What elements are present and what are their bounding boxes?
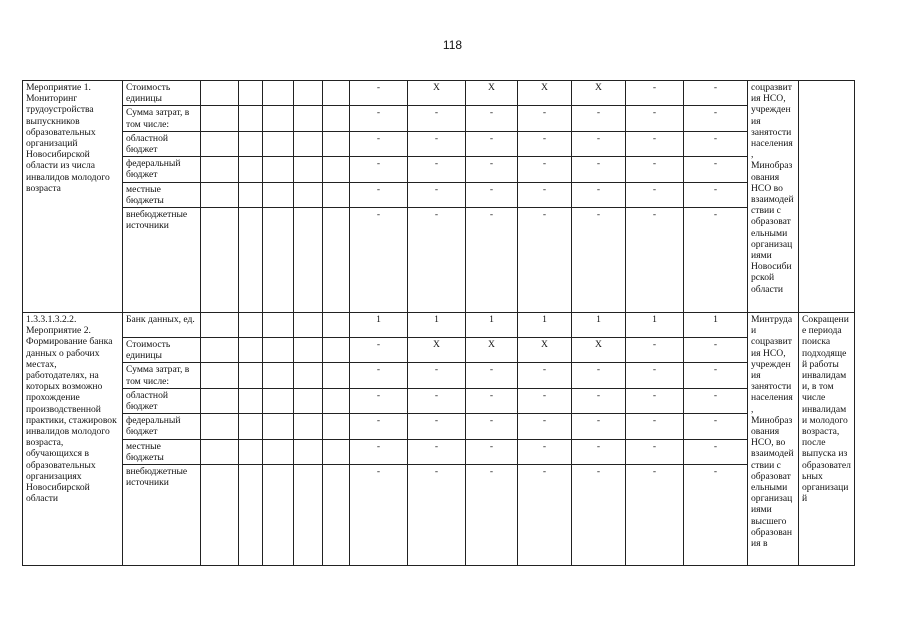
table-row	[23, 388, 855, 413]
value-cell: -	[350, 414, 408, 439]
row-label: внебюджетные источники	[123, 208, 201, 313]
value-cell: -	[518, 182, 572, 207]
value-cell: -	[684, 338, 748, 363]
row-label: местные бюджеты	[123, 439, 201, 464]
table-row	[23, 313, 855, 338]
value-cell: -	[466, 388, 518, 413]
value-cell: 1	[518, 313, 572, 338]
value-cell: -	[684, 388, 748, 413]
block2-executors: Минтруда и соцразвития НСО, учреждения занятости населения, Минобразования НСО, во взаимодействии с образовательными организациями высшего образования в	[748, 313, 799, 566]
value-cell: -	[408, 131, 466, 156]
value-cell: -	[684, 363, 748, 388]
value-cell: 1	[350, 313, 408, 338]
page-number: 118	[442, 38, 463, 52]
value-cell: -	[466, 208, 518, 313]
block1-title: Мероприятие 1. Мониторинг трудоустройства выпускников образовательных организаций Новосибирской области из числа инвалидов молодого возраста	[23, 81, 123, 313]
table-row	[23, 182, 855, 207]
value-cell: X	[518, 81, 572, 106]
value-cell: -	[684, 414, 748, 439]
value-cell: -	[684, 81, 748, 106]
value-cell: 1	[466, 313, 518, 338]
table-row	[23, 81, 855, 106]
value-cell: -	[684, 465, 748, 566]
table-row	[23, 106, 855, 131]
value-cell: -	[466, 439, 518, 464]
value-cell: -	[684, 106, 748, 131]
value-cell: -	[572, 157, 626, 182]
row-label: Стоимость единицы	[123, 81, 201, 106]
row-label: Сумма затрат, в том числе:	[123, 363, 201, 388]
program-table	[22, 80, 855, 566]
row-label: внебюджетные источники	[123, 465, 201, 566]
row-label: федеральный бюджет	[123, 157, 201, 182]
value-cell: X	[518, 338, 572, 363]
value-cell: -	[626, 182, 684, 207]
value-cell: -	[684, 131, 748, 156]
value-cell: X	[466, 81, 518, 106]
row-label: Стоимость единицы	[123, 338, 201, 363]
value-cell: -	[350, 106, 408, 131]
value-cell: -	[408, 363, 466, 388]
value-cell: -	[408, 157, 466, 182]
value-cell: -	[408, 414, 466, 439]
value-cell: 1	[408, 313, 466, 338]
value-cell: -	[350, 363, 408, 388]
value-cell: -	[626, 414, 684, 439]
value-cell: 1	[684, 313, 748, 338]
value-cell: -	[684, 208, 748, 313]
value-cell: -	[518, 106, 572, 131]
value-cell: -	[408, 106, 466, 131]
value-cell: -	[408, 208, 466, 313]
value-cell: -	[572, 439, 626, 464]
value-cell: -	[408, 388, 466, 413]
value-cell: -	[518, 465, 572, 566]
value-cell: -	[518, 414, 572, 439]
value-cell: -	[350, 338, 408, 363]
table-row	[23, 439, 855, 464]
table-row	[23, 131, 855, 156]
table-row	[23, 157, 855, 182]
value-cell: -	[684, 439, 748, 464]
value-cell: -	[518, 388, 572, 413]
block2-result: Сокращение периода поиска подходящей работы инвалидами, в том числе инвалидами молодого возраста, после выпуска из образовательных организаций	[799, 313, 855, 566]
value-cell: -	[684, 157, 748, 182]
block1-executors: соцразвития НСО, учреждения занятости населения, Минобразования НСО во взаимодействии с образовательными организациями Новосибирской области	[748, 81, 799, 313]
value-cell: -	[518, 131, 572, 156]
value-cell: -	[408, 182, 466, 207]
value-cell: 1	[626, 313, 684, 338]
value-cell: X	[408, 338, 466, 363]
value-cell: -	[572, 465, 626, 566]
table-row	[23, 414, 855, 439]
value-cell: -	[626, 465, 684, 566]
value-cell: -	[466, 157, 518, 182]
value-cell: -	[350, 465, 408, 566]
value-cell: -	[350, 388, 408, 413]
table-row	[23, 465, 855, 566]
value-cell: -	[518, 208, 572, 313]
value-cell: -	[572, 182, 626, 207]
value-cell: X	[408, 81, 466, 106]
row-label: федеральный бюджет	[123, 414, 201, 439]
row-label: областной бюджет	[123, 388, 201, 413]
value-cell: -	[350, 131, 408, 156]
value-cell: -	[350, 439, 408, 464]
value-cell: -	[572, 388, 626, 413]
value-cell: -	[350, 208, 408, 313]
value-cell: X	[572, 338, 626, 363]
value-cell: -	[466, 414, 518, 439]
table-row	[23, 208, 855, 313]
value-cell: X	[572, 81, 626, 106]
value-cell: -	[626, 106, 684, 131]
block1-result	[799, 81, 855, 313]
value-cell: -	[626, 131, 684, 156]
table-row	[23, 363, 855, 388]
value-cell: -	[626, 208, 684, 313]
table-row	[23, 338, 855, 363]
value-cell: -	[408, 465, 466, 566]
row-label: Банк данных, ед.	[123, 313, 201, 338]
value-cell: -	[518, 439, 572, 464]
value-cell: -	[572, 106, 626, 131]
value-cell: -	[350, 182, 408, 207]
value-cell: -	[626, 157, 684, 182]
value-cell: -	[350, 81, 408, 106]
value-cell: -	[466, 106, 518, 131]
value-cell: -	[518, 157, 572, 182]
value-cell: -	[572, 131, 626, 156]
block2-title: 1.3.3.1.3.2.2. Мероприятие 2. Формирование банка данных о рабочих местах, работодателях, на которых возможно прохождение производственной практики, стажировок инвалидов молодого возраста, обучающихся в образовательных организациях Новосибирской области	[23, 313, 123, 566]
row-label: Сумма затрат, в том числе:	[123, 106, 201, 131]
row-label: областной бюджет	[123, 131, 201, 156]
value-cell: -	[572, 208, 626, 313]
value-cell: -	[626, 363, 684, 388]
value-cell: -	[408, 439, 466, 464]
value-cell: -	[466, 182, 518, 207]
value-cell: 1	[572, 313, 626, 338]
value-cell: -	[626, 439, 684, 464]
value-cell: -	[350, 157, 408, 182]
value-cell: -	[518, 363, 572, 388]
value-cell: -	[466, 465, 518, 566]
value-cell: -	[684, 182, 748, 207]
value-cell: -	[572, 363, 626, 388]
value-cell: -	[626, 338, 684, 363]
value-cell: -	[466, 131, 518, 156]
value-cell: -	[626, 81, 684, 106]
row-label: местные бюджеты	[123, 182, 201, 207]
value-cell: -	[626, 388, 684, 413]
value-cell: X	[466, 338, 518, 363]
value-cell: -	[572, 414, 626, 439]
value-cell: -	[466, 363, 518, 388]
